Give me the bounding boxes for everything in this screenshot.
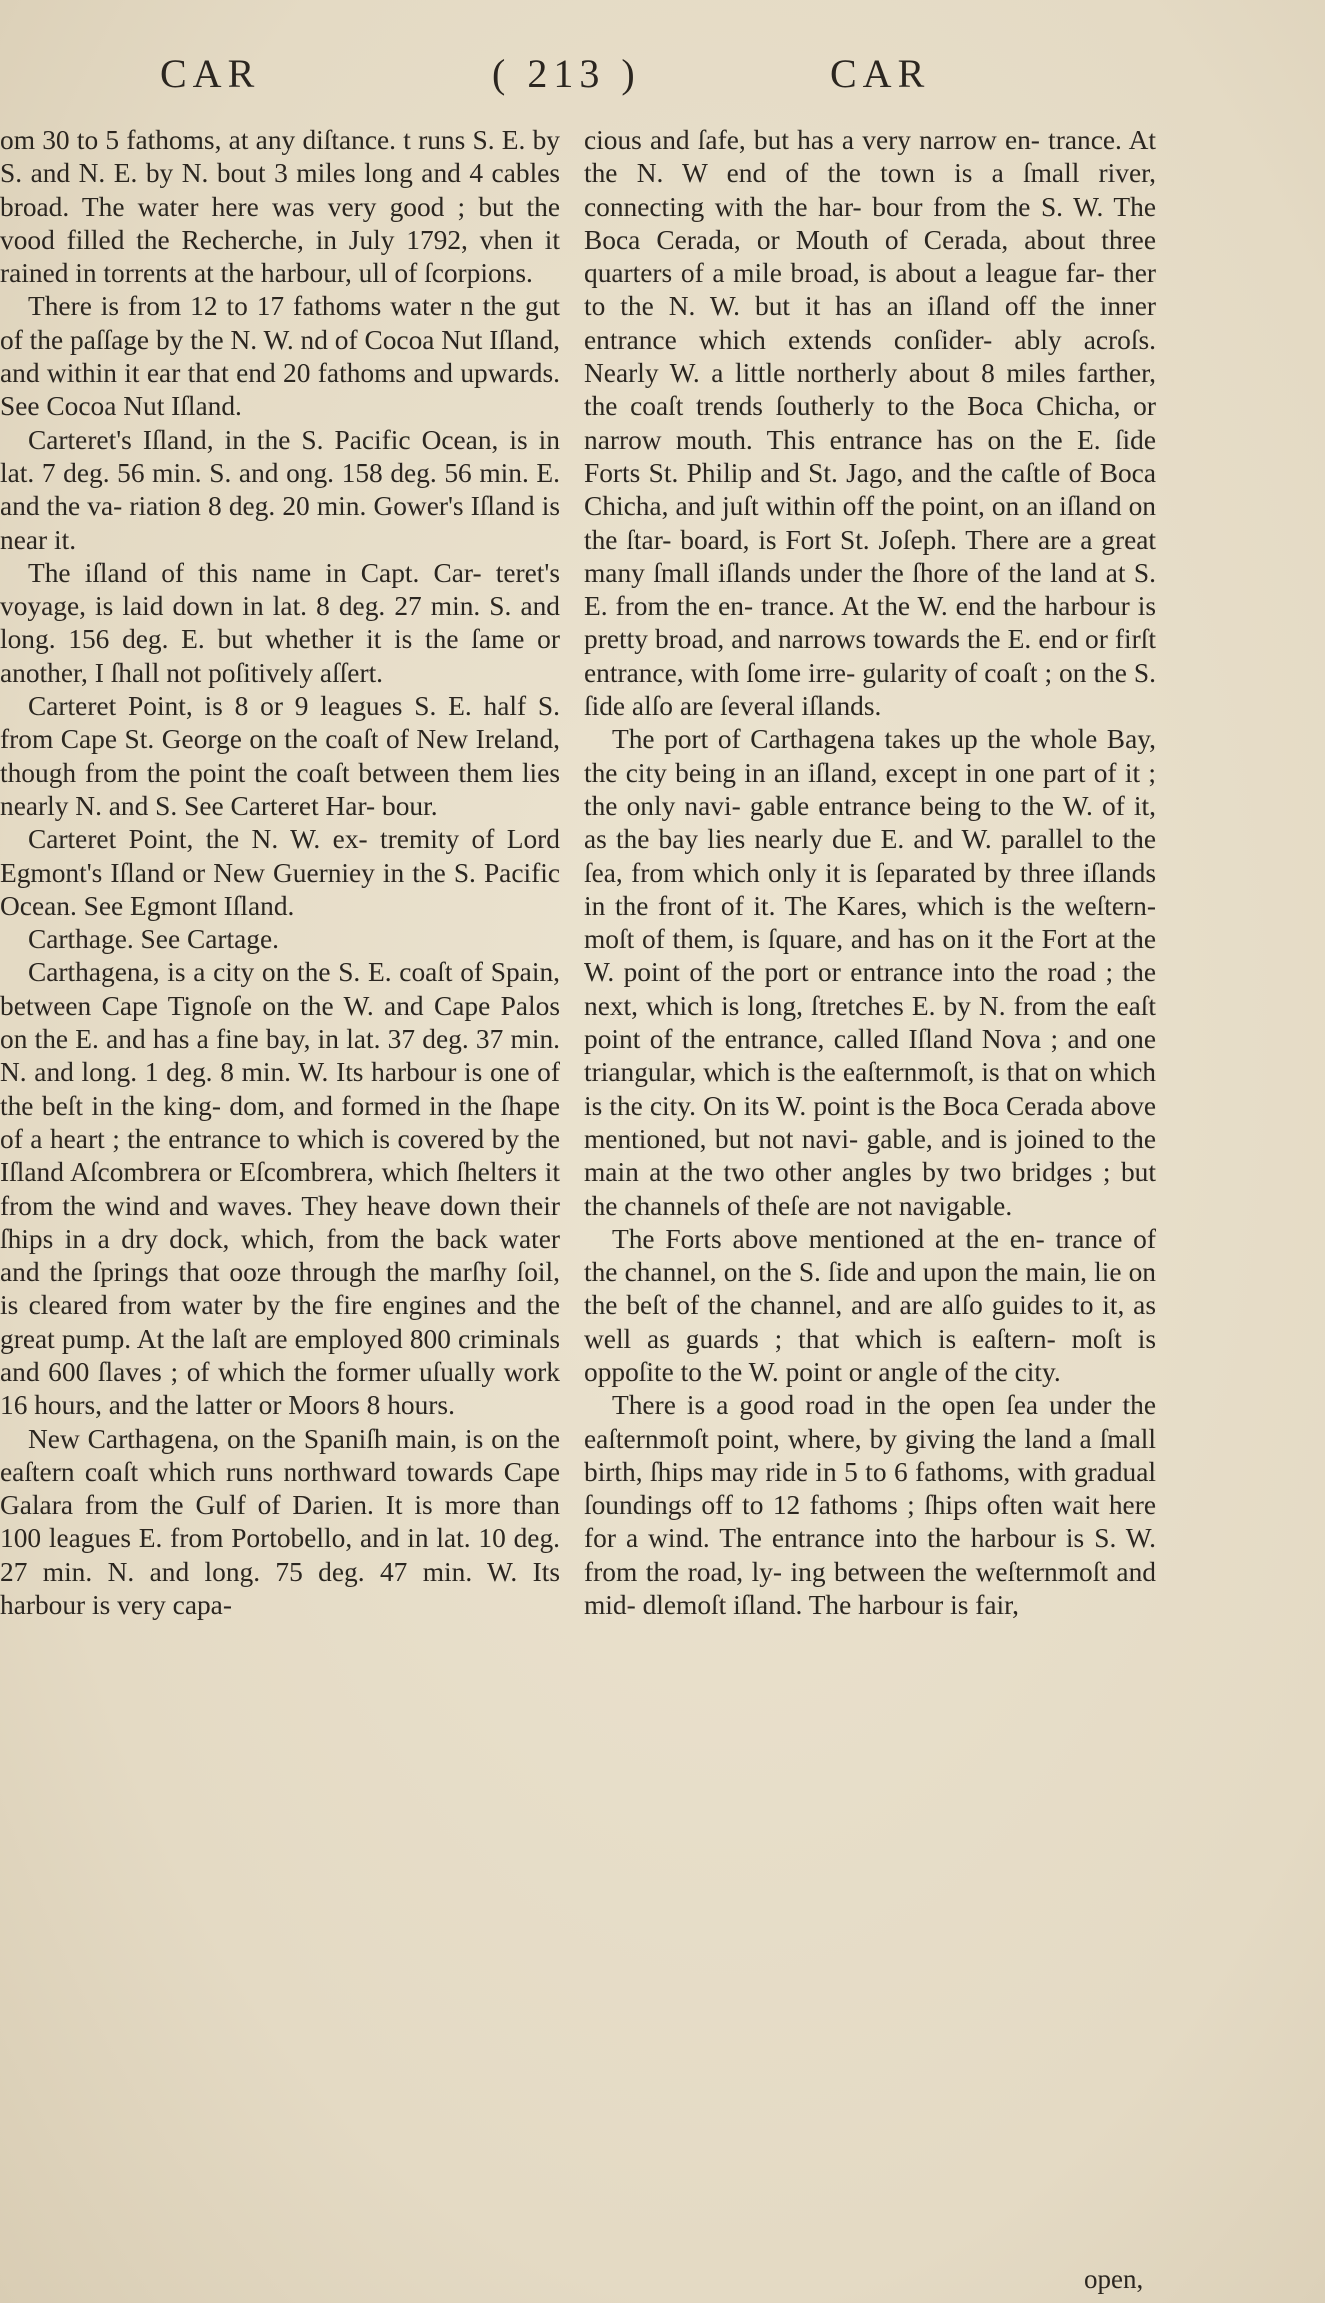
paragraph: There is a good road in the open ſea under the eaſternmoſt point, where, by giving the land a ſmall birth, ſhips may ride in 5 to 6 fathoms, with gradual ſoundings off to 12 fathoms ; ſhips often wait here for a wind. The entrance into the harbour is S. W. from the road, ly- ing between the weſternmoſt and mid- dlemoſt iſland. The harbour is fair, xyxy=(584,1390,1156,1621)
right-column xyxy=(584,124,1156,1622)
paragraph: Carteret Point, the N. W. ex- tremity of Lord Egmont's Iſland or New Guerniey in the S. Pacific Ocean. See Egmont Iſland. xyxy=(0,824,560,921)
paragraph: om 30 to 5 fathoms, at any diſtance. t runs S. E. by S. and N. E. by N. bout 3 miles long and 4 cables broad. The water here was very good ; but the vood filled the Recherche, in July 1792, vhen it rained in torrents at the harbour, ull of ſcorpions. xyxy=(0,125,560,289)
paragraph: The port of Carthagena takes up the whole Bay, the city being in an iſland, except in one part of it ; the only navi- gable entrance being to the W. of it, as the bay lies nearly due E. and W. parallel to the ſea, from which only it is ſeparated by three iſlands in the front of it. The Kares, which is the weſtern- moſt of them, is ſquare, and has on it the Fort at the W. point of the port or entrance into the road ; the next, which is long, ſtretches E. by N. from the eaſt point of the entrance, called Iſland Nova ; and one triangular, which is the eaſternmoſt, is that on which is the city. On its W. point is the Boca Cerada above mentioned, but not navi- gable, and is joined to the main at the two other angles by two bridges ; but the channels of theſe are not navigable. xyxy=(584,724,1156,1221)
paragraph: Carthagena, is a city on the S. E. coaſt of Spain, between Cape Tignoſe on the W. and Cape Palos on the E. and has a fine bay, in lat. 37 deg. 37 min. N. and long. 1 deg. 8 min. W. Its harbour is one of the beſt in the king- dom, and formed in the ſhape of a heart ; the entrance to which is covered by the Iſland Aſcombrera or Eſcombrera, which ſhelters it from the wind and waves. They heave down their ſhips in a dry dock, which, from the back water and the ſprings that ooze through the marſhy ſoil, is cleared from water by the fire engines and the great pump. At the laſt are employed 800 criminals and 600 ſlaves ; of which the former uſually work 16 hours, and the latter or Moors 8 hours. xyxy=(0,957,560,1421)
catchword: open, xyxy=(1084,2264,1144,2294)
page-number: ( 213 ) xyxy=(492,51,641,96)
paragraph: cious and ſafe, but has a very narrow en- trance. At the N. W end of the town is a ſmall river, connecting with the har- bour from the S. W. The Boca Cerada, or Mouth of Cerada, about three quarters of a mile broad, is about a league far- ther to the N. W. but it has an iſland off the inner entrance which extends conſider- ably acroſs. Nearly W. a little northerly about 8 miles farther, the coaſt trends ſoutherly to the Boca Chicha, or narrow mouth. This entrance has on the E. ſide Forts St. Philip and St. Jago, and the caſtle of Boca Chicha, and juſt within off the point, on an iſland on the ſtar- board, is Fort St. Joſeph. There are a great many ſmall iſlands under the ſhore of the land at S. E. from the en- trance. At the W. end the harbour is pretty broad, and narrows towards the E. end or firſt entrance, with ſome irre- gularity of coaſt ; on the S. ſide alſo are ſeveral iſlands. xyxy=(584,125,1156,722)
paragraph: New Carthagena, on the Spaniſh main, is on the eaſtern coaſt which runs northward towards Cape Galara from the Gulf of Darien. It is more than 100 leagues E. from Portobello, and in lat. 10 deg. 27 min. N. and long. 75 deg. 47 min. W. Its harbour is very capa- xyxy=(0,1423,560,1621)
paragraph: Carthage. See Cartage. xyxy=(28,924,279,955)
paragraph: The iſland of this name in Capt. Car- teret's voyage, is laid down in lat. 8 deg. 27 min. S. and long. 156 deg. E. but whether it is the ſame or another, I ſhall not poſitively aſſert. xyxy=(0,557,560,688)
paragraph: Carteret Point, is 8 or 9 leagues S. E. half S. from Cape St. George on the coaſt of New Ireland, though from the point the coaſt between them lies nearly N. and S. See Carteret Har- bour. xyxy=(0,691,560,821)
header-right: CAR xyxy=(830,51,931,96)
paragraph: Carteret's Iſland, in the S. Pacific Ocean, is in lat. 7 deg. 56 min. S. and ong. 158 deg. 56 min. E. and the va- riation 8 deg. 20 min. Gower's Iſland is near it. xyxy=(0,424,560,555)
header-left: CAR xyxy=(160,51,261,96)
paragraph: There is from 12 to 17 fathoms water n the gut of the paſſage by the N. W. nd of Cocoa Nut Iſland, and within it ear that end 20 fathoms and upwards. See Cocoa Nut Iſland. xyxy=(0,291,560,422)
left-column xyxy=(0,124,560,1622)
running-header xyxy=(0,50,1325,110)
paragraph: The Forts above mentioned at the en- trance of the channel, on the S. ſide and upon the main, lie on the beſt of the channel, and are alſo guides to it, as well as guards ; that which is eaſtern- moſt is oppoſite to the W. point or angle of the city. xyxy=(584,1223,1156,1387)
